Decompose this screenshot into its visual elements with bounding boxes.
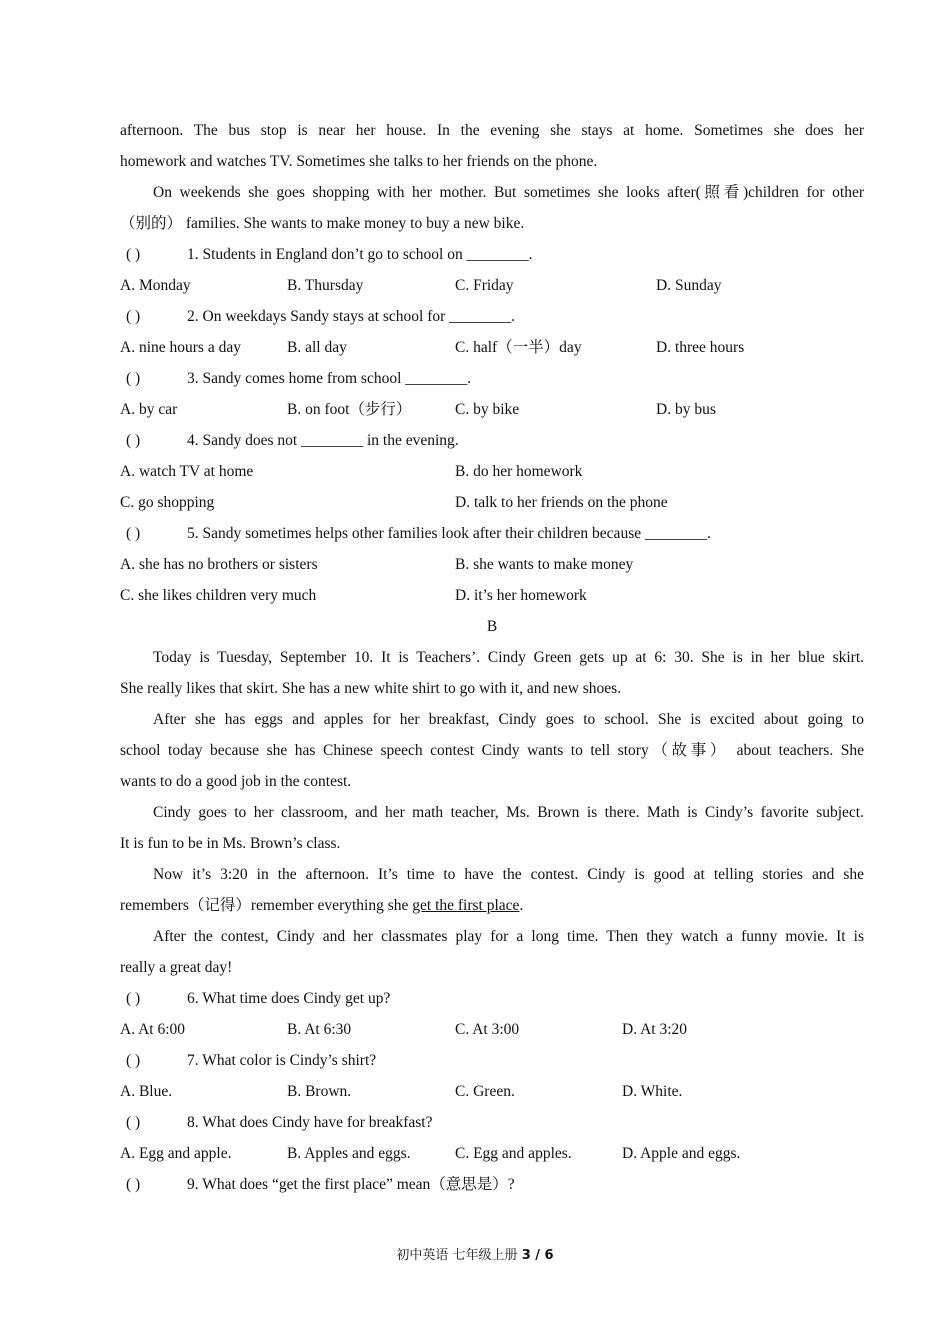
option-c: C. Green. <box>455 1083 515 1100</box>
passage-line: wants to do a good job in the contest. <box>120 773 352 790</box>
option-c: C. At 3:00 <box>455 1021 520 1038</box>
option-b: B. Apples and eggs. <box>287 1145 411 1162</box>
option-d: D. At 3:20 <box>622 1021 688 1038</box>
option-b: B. on foot（步行） <box>287 401 412 418</box>
option-c: C. go shopping <box>120 494 215 511</box>
options-5-row-1 <box>120 549 864 580</box>
page-number: 3 / 6 <box>521 1248 554 1263</box>
question-5 <box>120 518 864 549</box>
answer-blank[interactable]: ( ) <box>126 1176 141 1193</box>
passage-line: （别的） families. She wants to make money to buy a new bike. <box>120 215 525 232</box>
option-a: A. Egg and apple. <box>120 1145 232 1162</box>
option-d: D. it’s her homework <box>455 587 587 604</box>
option-d: D. Apple and eggs. <box>622 1145 741 1162</box>
option-c: C. half（一半）day <box>455 339 582 356</box>
passage-line: On weekends she goes shopping with her mother. But sometimes she looks after(照看)children for other <box>153 184 864 201</box>
question-stem: 6. What time does Cindy get up? <box>187 990 391 1007</box>
answer-blank[interactable]: ( ) <box>126 308 141 325</box>
option-d: D. three hours <box>656 339 745 356</box>
answer-blank[interactable]: ( ) <box>126 432 141 449</box>
underlined-phrase: get the first place <box>412 897 520 914</box>
options-3 <box>120 394 864 425</box>
question-stem: 4. Sandy does not ________ in the evening. <box>187 432 459 449</box>
question-stem: 7. What color is Cindy’s shirt? <box>187 1052 377 1069</box>
option-a: A. At 6:00 <box>120 1021 186 1038</box>
passage-line: Today is Tuesday, September 10. It is Teachers’. Cindy Green gets up at 6: 30. She is in her blue skirt. <box>153 649 864 666</box>
option-c: C. Friday <box>455 277 514 294</box>
option-d: D. by bus <box>656 401 716 418</box>
options-5-row-2 <box>120 580 864 611</box>
passage-line: It is fun to be in Ms. Brown’s class. <box>120 835 341 852</box>
question-6 <box>120 983 864 1014</box>
passage-line: afternoon. The bus stop is near her house. In the evening she stays at home. Sometimes she does her <box>120 122 864 139</box>
question-4 <box>120 425 864 456</box>
option-d: D. Sunday <box>656 277 722 294</box>
answer-blank[interactable]: ( ) <box>126 525 141 542</box>
option-b: B. do her homework <box>455 463 583 480</box>
option-c: C. Egg and apples. <box>455 1145 572 1162</box>
question-stem: 8. What does Cindy have for breakfast? <box>187 1114 433 1131</box>
passage-line: really a great day! <box>120 959 233 976</box>
passage-line: homework and watches TV. Sometimes she talks to her friends on the phone. <box>120 153 598 170</box>
question-stem: 9. What does “get the first place” mean（意思是）? <box>187 1176 515 1193</box>
option-d: D. talk to her friends on the phone <box>455 494 668 511</box>
passage-line: school today because she has Chinese speech contest Cindy wants to tell story（故事） about teachers. She <box>120 742 864 759</box>
question-stem: 3. Sandy comes home from school ________. <box>187 370 472 387</box>
section-heading: B <box>486 618 498 635</box>
options-7 <box>120 1076 864 1107</box>
passage-line: After the contest, Cindy and her classmates play for a long time. Then they watch a funny movie. It is <box>153 928 864 945</box>
option-c: C. by bike <box>455 401 520 418</box>
options-1 <box>120 270 864 301</box>
option-b: B. At 6:30 <box>287 1021 352 1038</box>
passage-text: . <box>519 897 524 914</box>
question-8 <box>120 1107 864 1138</box>
option-b: B. Brown. <box>287 1083 352 1100</box>
option-a: A. she has no brothers or sisters <box>120 556 318 573</box>
passage-line: Now it’s 3:20 in the afternoon. It’s time to have the contest. Cindy is good at telling stories and she <box>153 866 864 883</box>
passage-line: She really likes that skirt. She has a new white shirt to go with it, and new shoes. <box>120 680 622 697</box>
option-a: A. Monday <box>120 277 191 294</box>
options-2 <box>120 332 864 363</box>
question-stem: 1. Students in England don’t go to school on ________. <box>187 246 533 263</box>
answer-blank[interactable]: ( ) <box>126 246 141 263</box>
answer-blank[interactable]: ( ) <box>126 990 141 1007</box>
option-b: B. Thursday <box>287 277 364 294</box>
option-b: B. she wants to make money <box>455 556 634 573</box>
option-a: A. nine hours a day <box>120 339 241 356</box>
passage-line <box>120 890 864 921</box>
question-stem: 5. Sandy sometimes helps other families look after their children because ________. <box>187 525 711 542</box>
options-6 <box>120 1014 864 1045</box>
options-4-row-1 <box>120 456 864 487</box>
passage-text: remembers（记得）remember everything she <box>120 897 413 914</box>
document-page <box>120 115 864 1200</box>
options-4-row-2 <box>120 487 864 518</box>
option-a: A. watch TV at home <box>120 463 254 480</box>
option-a: A. by car <box>120 401 178 418</box>
passage-line: After she has eggs and apples for her breakfast, Cindy goes to school. She is excited about going to <box>153 711 864 728</box>
answer-blank[interactable]: ( ) <box>126 1052 141 1069</box>
page-footer <box>0 1244 950 1263</box>
question-9 <box>120 1169 864 1200</box>
question-2 <box>120 301 864 332</box>
question-1 <box>120 239 864 270</box>
question-3 <box>120 363 864 394</box>
option-d: D. White. <box>622 1083 683 1100</box>
footer-subject: 初中英语 七年级上册 <box>396 1248 518 1263</box>
passage-line: Cindy goes to her classroom, and her math teacher, Ms. Brown is there. Math is Cindy’s favorite subject. <box>153 804 864 821</box>
option-c: C. she likes children very much <box>120 587 317 604</box>
option-b: B. all day <box>287 339 347 356</box>
answer-blank[interactable]: ( ) <box>126 1114 141 1131</box>
answer-blank[interactable]: ( ) <box>126 370 141 387</box>
option-a: A. Blue. <box>120 1083 173 1100</box>
question-7 <box>120 1045 864 1076</box>
options-8 <box>120 1138 864 1169</box>
question-stem: 2. On weekdays Sandy stays at school for ________. <box>187 308 516 325</box>
